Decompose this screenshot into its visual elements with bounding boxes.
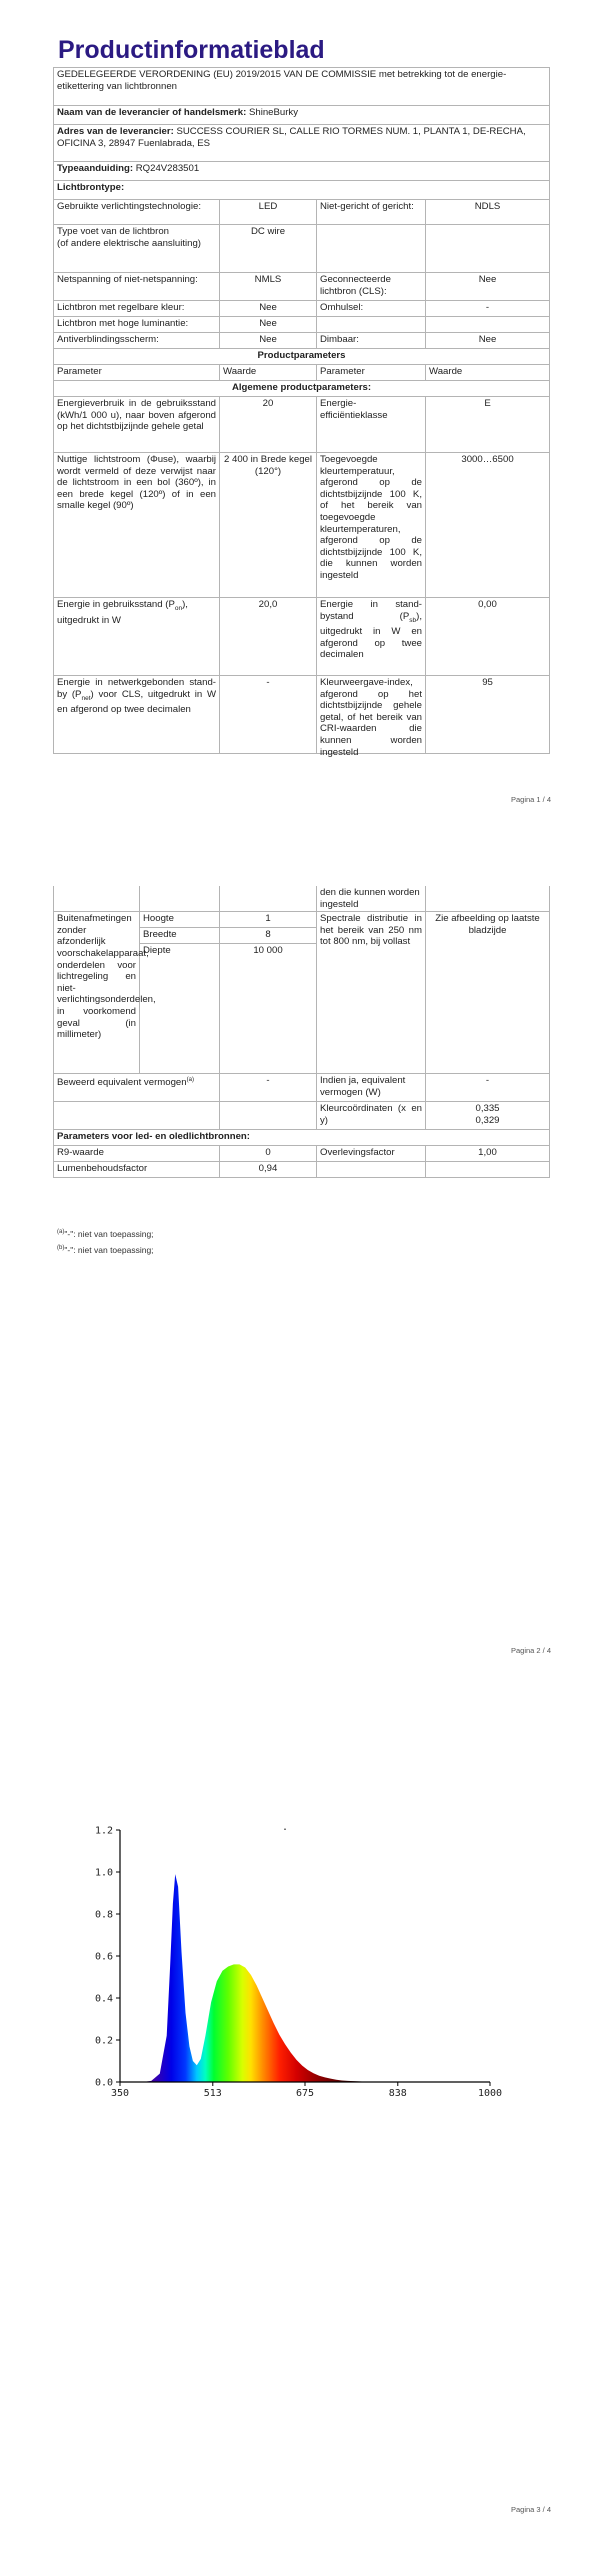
spectral-distribution-chart <box>60 1810 520 2110</box>
supplier-name-row <box>54 106 550 125</box>
dimension-value: 10 000 <box>220 944 317 1074</box>
table-row <box>54 301 550 317</box>
table-row <box>54 273 550 301</box>
param-label: Nuttige lichtstroom (Φuse), waarbij wordt vermeld of deze verwijst naar de lichtstroom in een bol (360º), in een brede kegel (120º) of in een smalle kegel (90º) <box>54 453 220 598</box>
lightsource-type-heading: Lichtbrontype: <box>54 181 550 200</box>
model-row <box>54 162 550 181</box>
footnote-text: "-": niet van toepassing; <box>64 1228 154 1239</box>
dimension-name: Breedte <box>140 928 220 944</box>
param-value: Nee <box>220 333 317 349</box>
regulation-text: GEDELEGEERDE VERORDENING (EU) 2019/2015 VAN DE COMMISSIE met betrekking tot de energie-etikettering van lichtbronnen <box>54 68 550 106</box>
param-label: Energie in netwerkgebonden stand-by $(P_{net})$ voor CLS, uitgedrukt in W en afgerond op twee decimalen <box>54 676 220 754</box>
param-value: NMLS <box>220 273 317 301</box>
color-coordinate-x: 0,335 <box>475 1103 500 1115</box>
spectrum-area <box>120 1874 490 2082</box>
page-number: Pagina 1 / 4 <box>510 795 551 804</box>
supplier-address-label: Adres van de leverancier: <box>57 126 174 137</box>
param-value: 20,0 <box>220 598 317 676</box>
x-tick-label: 513 <box>203 2088 222 2099</box>
table-row <box>54 453 550 598</box>
y-tick-label: 1.2 <box>94 1825 113 1837</box>
x-tick-label: 350 <box>110 2088 130 2099</box>
table-row <box>54 225 550 273</box>
param-label: Beweerd equivalent vermogen$^{(a)}$ <box>54 1074 220 1102</box>
param-value: - <box>426 1074 550 1102</box>
param-value: 0 <box>220 1146 317 1162</box>
dimensions-label: Buitenafmetingen zonder afzonderlijk voorschakelapparaat, onderdelen voor lichtregeling en niet-verlichtingsonderdelen, in voorkomend geval (in millimeter) <box>54 912 140 1074</box>
chart-mark: . <box>282 1822 289 1833</box>
param-label: Gebruikte verlichtingstechnologie: <box>54 200 220 225</box>
table-row <box>54 200 550 225</box>
param-label: Indien ja, equivalent vermogen (W) <box>317 1074 426 1102</box>
param-label: Kleurweergave-index, afgerond op het dichtstbijzijnde gehele getal, of het bereik van CRI-waarden die kunnen worden ingesteld <box>320 677 422 758</box>
x-tick-label: 838 <box>388 2088 407 2099</box>
param-label-continued: den die kunnen worden ingesteld <box>317 886 426 912</box>
table-row <box>54 1102 550 1130</box>
y-tick-label: 0.6 <box>94 1951 113 1963</box>
param-value: 0,00 <box>426 598 550 676</box>
column-header-value: Waarde <box>220 365 317 381</box>
param-value: Nee <box>426 333 550 349</box>
spectral-label: Spectrale distributie in het bereik van 250 nm tot 800 nm, bij vollast <box>317 912 426 1074</box>
param-label: Omhulsel: <box>317 301 426 317</box>
param-label: Lumenbehoudsfactor <box>54 1162 220 1178</box>
param-value: Nee <box>220 317 317 333</box>
param-label: Toegevoegde kleurtemperatuur, afgerond op de dichtstbijzijnde 100 K, of het bereik van toegevoegde kleurtemperaturen, afgerond op de dichtstbijzijnde 100 K, die kunnen worden ingesteld <box>317 453 426 598</box>
param-label <box>317 225 426 273</box>
model-label: Typeaanduiding: <box>57 163 134 174</box>
supplier-name-label: Naam van de leverancier of handelsmerk: <box>57 107 247 118</box>
param-value <box>426 225 550 273</box>
param-label: Type voet van de lichtbron <box>57 226 169 237</box>
param-label: Geconnecteerde lichtbron (CLS): <box>317 273 426 301</box>
y-tick-label: 0.8 <box>94 1909 113 1921</box>
table-row <box>54 397 550 453</box>
supplier-address-value: SUCCESS COURIER SL, CALLE RIO TORMES NUM. 1, PLANTA 1, DE-RECHA, OFICINA 3, 28947 Fuenlabrada, ES <box>57 126 526 149</box>
dimension-name: Hoogte <box>140 912 220 928</box>
param-label: Niet-gericht of gericht: <box>317 200 426 225</box>
param-value: - <box>426 301 550 317</box>
param-label: Overlevingsfactor <box>317 1146 426 1162</box>
param-value: 20 <box>220 397 317 453</box>
param-value: E <box>426 397 550 453</box>
info-table-page-2 <box>53 886 550 1178</box>
product-params-heading: Productparameters <box>54 349 550 365</box>
table-row <box>54 317 550 333</box>
param-value: DC wire <box>220 225 317 273</box>
page-number: Pagina 3 / 4 <box>510 2505 551 2514</box>
param-value: - <box>220 1074 317 1102</box>
model-value: RQ24V283501 <box>135 163 200 174</box>
param-label <box>317 317 426 333</box>
table-row <box>54 1146 550 1162</box>
info-table-page-1 <box>53 67 550 758</box>
y-tick-label: 1.0 <box>94 1867 113 1879</box>
page-number: Pagina 2 / 4 <box>510 1646 551 1655</box>
param-value: NDLS <box>426 200 550 225</box>
param-value: - <box>220 676 317 754</box>
product-params-heading-row <box>54 349 550 365</box>
table-row <box>54 1074 550 1102</box>
footnote-text: "-": niet van toepassing; <box>64 1244 154 1255</box>
param-label: Kleurcoördinaten (x en y) <box>317 1102 426 1130</box>
param-value: 3000…6500 <box>426 453 550 598</box>
param-label: Energie in stand-bystand $(P_{sb})$, uitgedrukt in W en afgerond op twee decimalen <box>317 598 426 676</box>
y-tick-label: 0.4 <box>94 1993 113 2005</box>
param-label: Energie-efficiëntieklasse <box>317 397 426 453</box>
param-label: Energieverbruik in de gebruiksstand (kWh/1 000 u), naar boven afgerond op het dichtstbijzijnde gehele getal <box>54 397 220 453</box>
supplier-name-value: ShineBurky <box>248 107 299 118</box>
lightsource-type-heading-row <box>54 181 550 200</box>
param-value <box>426 317 550 333</box>
footnote-mark: (a) <box>57 1229 65 1235</box>
param-label: Antiverblindingsscherm: <box>54 333 220 349</box>
general-heading-row <box>54 381 550 397</box>
table-row <box>54 333 550 349</box>
color-coordinate-y: 0,329 <box>475 1114 500 1126</box>
table-row <box>54 1162 550 1178</box>
column-header-value: Waarde <box>426 365 550 381</box>
param-value: LED <box>220 200 317 225</box>
dimension-name: Diepte <box>140 944 220 1074</box>
footnotes <box>57 1225 154 1257</box>
regulation-row <box>54 68 550 106</box>
footnote <box>57 1225 154 1241</box>
param-value: 95 <box>426 676 550 754</box>
led-heading-row <box>54 1130 550 1146</box>
y-tick-label: 0.0 <box>94 2077 113 2089</box>
param-label: Energie in gebruiksstand $(P_{on})$, uitgedrukt in W <box>54 598 220 676</box>
spectral-value: Zie afbeelding op laatste bladzijde <box>426 912 550 1074</box>
table-row <box>54 676 550 754</box>
dimension-value: 1 <box>220 912 317 928</box>
footnote <box>57 1241 154 1257</box>
x-tick-label: 1000 <box>477 2088 503 2099</box>
table-row <box>54 598 550 676</box>
column-header-row <box>54 365 550 381</box>
param-label: Netspanning of niet-netspanning: <box>54 273 220 301</box>
param-label: Dimbaar: <box>317 333 426 349</box>
y-tick-label: 0.2 <box>94 2035 113 2047</box>
table-row <box>54 912 550 928</box>
general-heading: Algemene productparameters: <box>54 381 550 397</box>
column-header-param: Parameter <box>317 365 426 381</box>
spectrum-chart-svg <box>60 1810 520 2110</box>
param-label-sub: (of andere elektrische aansluiting) <box>57 237 201 249</box>
param-value: 2 400 in Brede kegel (120°) <box>220 453 317 598</box>
param-value: Nee <box>426 273 550 301</box>
footnote-mark: (b) <box>57 1244 65 1251</box>
page-1 <box>0 0 603 804</box>
dimension-value: 8 <box>220 928 317 944</box>
param-label: Lichtbron met regelbare kleur: <box>54 301 220 317</box>
led-params-heading: Parameters voor led- en oledlichtbronnen: <box>54 1130 550 1146</box>
param-value: 1,00 <box>426 1146 550 1162</box>
param-label <box>317 1162 426 1178</box>
x-tick-label: 675 <box>295 2088 315 2099</box>
param-label: Lichtbron met hoge luminantie: <box>54 317 220 333</box>
column-header-param: Parameter <box>54 365 220 381</box>
supplier-address-row <box>54 125 550 162</box>
param-label: R9-waarde <box>54 1146 220 1162</box>
page-title: Productinformatieblad <box>58 36 325 64</box>
table-row <box>54 886 550 912</box>
page-2 <box>0 880 603 1680</box>
param-value: 0,94 <box>220 1162 317 1178</box>
param-value <box>426 1162 550 1178</box>
param-value: Nee <box>220 301 317 317</box>
